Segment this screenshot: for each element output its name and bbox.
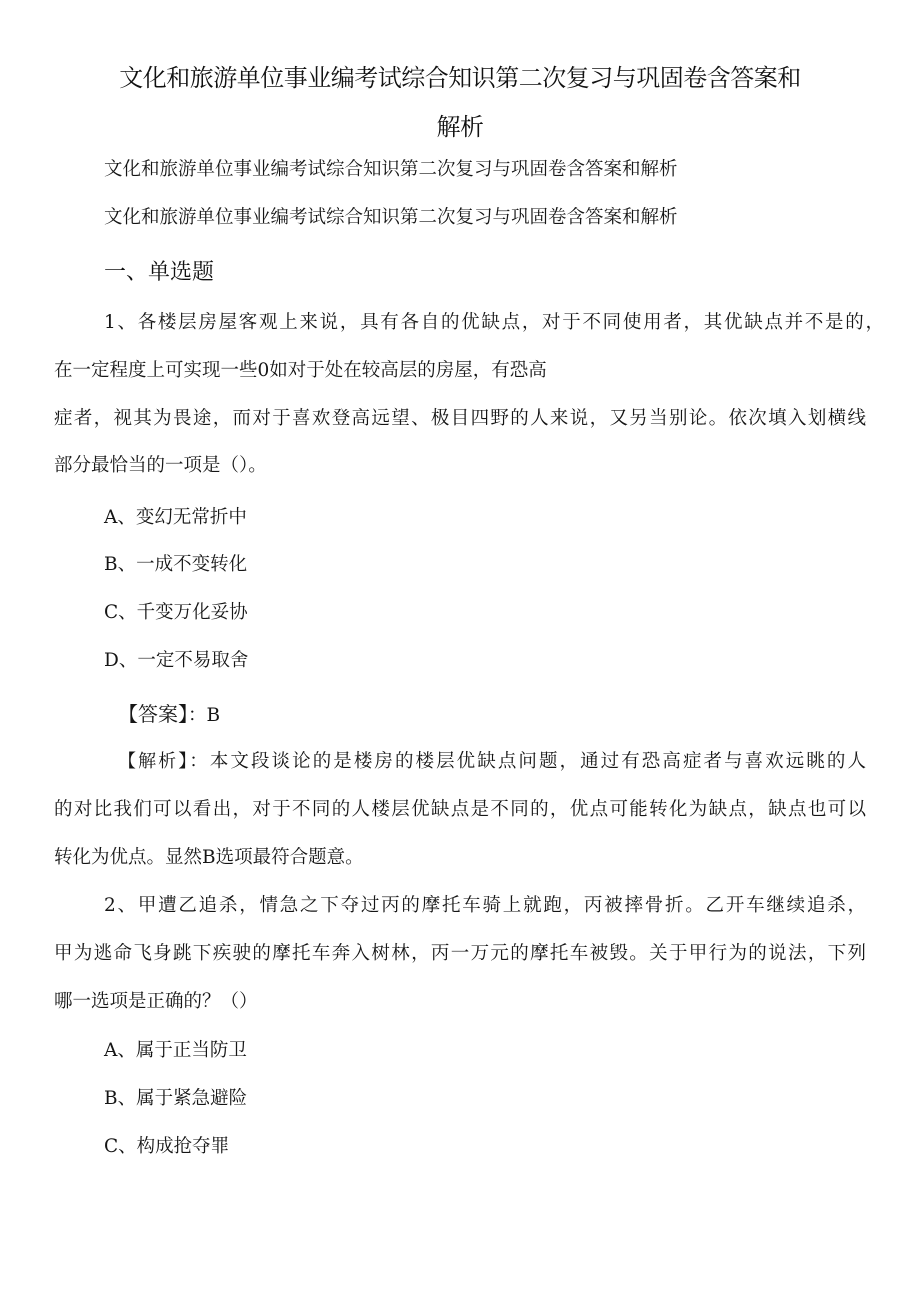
question-1-analysis-line-2: 的对比我们可以看出，对于不同的人楼层优缺点是不同的，优点可能转化为缺点，缺点也可以 <box>54 799 866 820</box>
answer-label: 【答案】 <box>118 702 188 726</box>
question-2-option-b: B、属于紧急避险 <box>104 1088 248 1109</box>
question-1-option-d: D、一定不易取舍 <box>104 650 249 671</box>
question-2-stem-line-3: 哪一选项是正确的？（） <box>54 991 258 1012</box>
answer-value: ：B <box>188 705 221 726</box>
section-heading: 一、单选题 <box>104 260 215 285</box>
subtitle-2: 文化和旅游单位事业编考试综合知识第二次复习与巩固卷含答案和解析 <box>104 207 678 228</box>
question-1-stem-line-1: 1、各楼层房屋客观上来说，具有各自的优缺点，对于不同使用者，其优缺点并不是的， <box>104 312 884 333</box>
document-title-line-2: 解析 <box>436 113 484 141</box>
question-2-option-c: C、构成抢夺罪 <box>104 1136 230 1157</box>
question-1-option-a: A、变幻无常折中 <box>104 507 247 528</box>
question-1-option-b: B、一成不变转化 <box>104 554 248 575</box>
question-1-answer <box>118 701 220 729</box>
question-2-stem-line-1: 2、甲遭乙追杀，情急之下夺过丙的摩托车骑上就跑，丙被摔骨折。乙开车继续追杀， <box>104 895 866 916</box>
subtitle-1: 文化和旅游单位事业编考试综合知识第二次复习与巩固卷含答案和解析 <box>104 159 678 180</box>
question-1-stem-line-3: 症者，视其为畏途，而对于喜欢登高远望、极目四野的人来说，又另当别论。依次填入划横线 <box>54 408 866 429</box>
document-title-line-1: 文化和旅游单位事业编考试综合知识第二次复习与巩固卷含答案和 <box>119 64 801 92</box>
analysis-text-1: ：本文段谈论的是楼房的楼层优缺点问题，通过有恐高症者与喜欢远眺的人 <box>189 751 866 772</box>
question-1-analysis-line-1 <box>118 749 866 775</box>
question-1-stem-line-2: 在一定程度上可实现一些0如对于处在较高层的房屋，有恐高 <box>54 360 547 381</box>
question-1-option-c: C、千变万化妥协 <box>104 602 248 623</box>
question-1-analysis-line-3: 转化为优点。显然B选项最符合题意。 <box>54 847 364 868</box>
analysis-label: 【解析】 <box>118 751 190 772</box>
question-1-stem-line-4: 部分最恰当的一项是（）。 <box>54 455 267 476</box>
question-2-option-a: A、属于正当防卫 <box>104 1040 247 1061</box>
question-2-stem-line-2: 甲为逃命飞身跳下疾驶的摩托车奔入树林，丙一万元的摩托车被毁。关于甲行为的说法，下列 <box>54 943 866 964</box>
